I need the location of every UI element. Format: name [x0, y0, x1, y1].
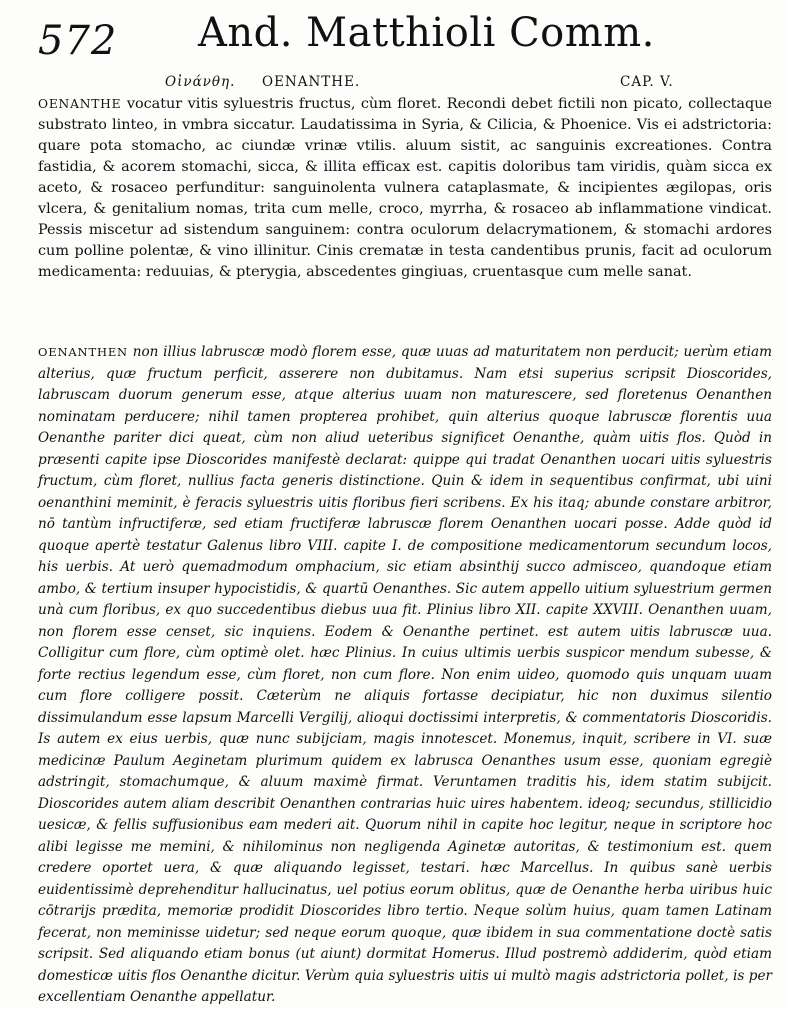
- greek-title: Οἰνάνθη.: [165, 74, 236, 90]
- commentary-lead-word: OENANTHEN: [38, 345, 128, 359]
- chapter-number: CAP. V.: [620, 74, 674, 90]
- commentary-text: [38, 342, 772, 1009]
- running-title: And. Matthioli Comm.: [198, 10, 655, 56]
- text-body: vocatur vitis syluestris fructus, cùm floret. Recondi debet fictili non picato, collectaque substrato linteo, in vmbra siccatur. Laudatissima in Syria, & Cilicia, & Phoenice. Vis ei adstrictoria: quare pota stomacho, ac ciundæ vrinæ vtilis. aluum sistit, ac sanguinis excreationes. Contra fastidia, & acorem stomachi, sicca, & illita efficax est. capitis doloribus tam viridis, quàm sicca ex aceto, & rosaceo perfunditur: sanguinolenta vulnera cataplasmate, & incipientes ægilopas, oris vlcera, & genitalium nomas, trita cum melle, croco, myrrha, & rosaceo ab inflammatione vindicat. Pessis miscetur ad sistendum sanguinem: contra oculorum delacrymationem, & stomachi ardores cum polline polentæ, & vino illinitur. Cinis crematæ in testa candentibus prunis, facit ad oculorum medicamenta: reduuias, & pterygia, abscedentes gingiuas, cruentasque cum melle sanat.: [38, 96, 773, 280]
- commentary-body: non illius labruscæ modò florem esse, quæ uuas ad maturitatem non perducit; uerùm etiam alterius, quæ fructum perficit, asserere non dubitamus. Nam etsi superius scripsit Dioscorides, labruscam duorum generum esse, atque alterius uuam non maturescere, sed floretenus Oenanthen nominatam perducere; nihil tamen propterea prohibet, quin alterius quoque labruscæ florentis uua Oenanthe pariter dici queat, cùm non aliud ueteribus significet Oenanthe, quàm uitis flos. Quòd in præsenti capite ipse Dioscorides manifestè declarat: quippe qui tradat Oenanthen uocari uitis syluestris fructum, cùm floret, nullius facta generis distinctione. Quin & idem in sequentibus confirmat, ubi uini oenanthini meminit, è feracis syluestris uitis floribus fieri scribens. Ex his itaq; abunde constare arbitror, nō tantùm infructiferæ, sed etiam fructiferæ labruscæ florem Oenanthen uocari posse. Adde quòd id quoque apertè testatur Galenus libro VIII. capite I. de compositione medicamentorum secundum locos, his uerbis. At uerò quemadmodum omphacium, sic etiam absinthij succo admisceo, quandoque etiam ambo, & tertium insuper hypocistidis, & quartū Oenanthes. Sic autem appello uitium syluestrium germen unà cum floribus, ex quo succedentibus diebus uua fit. Plinius libro XII. capite XXVIII. Oenanthen uuam, non florem esse censet, sic inquiens. Eodem & Oenanthe pertinet. est autem uitis labruscæ uua. Colligitur cum flore, cùm optimè olet. hæc Plinius. In cuius ultimis uerbis suspicor mendum subesse, & forte rectius legendum esse, cùm floret, non cum flore. Non enim uideo, quomodo quis unquam uuam cum flore colligere possit. Cæterùm ne aliquis fortasse decipiatur, hic non duximus silentio dissimulandum esse lapsum Marcelli Vergilij, alioqui doctissimi interpretis, & commentatoris Dioscoridis. Is autem ex eius uerbis, quæ nunc subijciam, magis innotescet. Monemus, inquit, scribere in VI. suæ medicinæ Paulum Aeginetam plurimum quidem ex labrusca Oenanthes usum esse, quoniam egregiè adstringit, stomachumque, & aluum maximè firmat. Veruntamen traditis his, idem statim subijcit. Dioscorides autem aliam describit Oenanthen contrarias huic uires habentem. ideoq; secundus, stillicidio uesicæ, & fellis suffusionibus eam mederi ait. Quorum nihil in capite hoc legitur, neque in scriptore hoc alibi legisse me memini, & nihilominus non negligenda Aginetæ autoritas, & testimonium est. quem credere oportet uera, & quæ aliquando legisset, testari. hæc Marcellus. In quibus sanè uerbis euidentissimè deprehenditur hallucinatus, uel potius eorum oblitus, quæ de Oenanthe herba uiribus huic cōtrarijs prædita, memoriæ prodidit Dioscorides libro tertio. Neque solùm huius, quam tamen Latinam fecerat, non meminisse uidetur; sed neque eorum quoque, quæ ibidem in sua commentatione doctè satis scripsit. Sed aliquando etiam bonus (ut aiunt) dormitat Homerus. Illud postremò addiderim, quòd etiam domesticæ uitis flos Oenanthe dicitur. Verùm quia syluestris uitis ui multò magis adstrictoria pollet, is per excellentiam Oenanthe appellatur.: [38, 344, 772, 1005]
- page-number: 572: [38, 18, 118, 64]
- dioscorides-text: [38, 94, 772, 283]
- text-lead-word: OENANTHE: [38, 97, 122, 111]
- latin-title: OENANTHE.: [262, 74, 361, 90]
